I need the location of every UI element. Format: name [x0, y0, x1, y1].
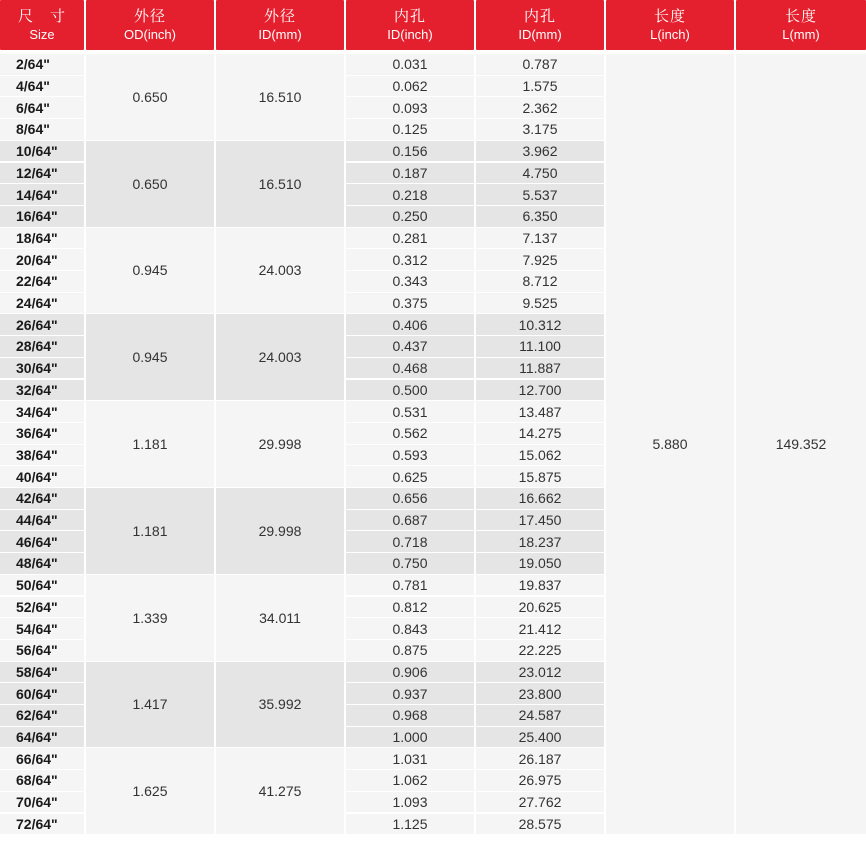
id-mm-cell: 5.537	[476, 184, 604, 205]
size-cell: 24/64"	[0, 293, 84, 314]
size-cell: 20/64"	[0, 249, 84, 270]
id-inch-cell: 0.531	[346, 401, 474, 422]
id-mm-cell: 7.137	[476, 228, 604, 249]
size-cell: 56/64"	[0, 640, 84, 661]
od-inch-cell: 1.181	[86, 401, 214, 487]
id-inch-cell: 0.906	[346, 662, 474, 683]
size-cell: 30/64"	[0, 358, 84, 379]
size-cell: 22/64"	[0, 271, 84, 292]
id-mm-cell: 15.875	[476, 466, 604, 487]
size-cell: 42/64"	[0, 488, 84, 509]
od-mm-cell: 24.003	[216, 314, 344, 400]
size-cell: 52/64"	[0, 597, 84, 618]
id-inch-cell: 0.281	[346, 228, 474, 249]
id-inch-cell: 0.437	[346, 336, 474, 357]
id-mm-cell: 10.312	[476, 314, 604, 335]
id-inch-cell: 0.125	[346, 119, 474, 140]
id-mm-cell: 17.450	[476, 510, 604, 531]
header-id-mm	[476, 0, 604, 50]
od-mm-cell: 41.275	[216, 748, 344, 834]
id-mm-cell: 18.237	[476, 531, 604, 552]
id-mm-cell: 21.412	[476, 618, 604, 639]
id-mm-cell: 2.362	[476, 97, 604, 118]
size-cell: 16/64"	[0, 206, 84, 227]
id-mm-cell: 9.525	[476, 293, 604, 314]
size-cell: 46/64"	[0, 531, 84, 552]
header-size	[0, 0, 84, 50]
od-mm-cell: 24.003	[216, 228, 344, 314]
id-inch-cell: 1.125	[346, 814, 474, 835]
od-inch-cell: 0.650	[86, 54, 214, 140]
header-length-mm	[736, 0, 866, 50]
header-label-cn: 长度	[784, 7, 817, 25]
id-mm-cell: 11.100	[476, 336, 604, 357]
size-cell: 8/64"	[0, 119, 84, 140]
id-inch-cell: 0.500	[346, 380, 474, 401]
id-inch-cell: 0.656	[346, 488, 474, 509]
id-mm-cell: 27.762	[476, 792, 604, 813]
header-od-inch	[86, 0, 214, 50]
id-mm-cell: 1.575	[476, 76, 604, 97]
size-cell: 10/64"	[0, 141, 84, 162]
id-inch-cell: 0.406	[346, 314, 474, 335]
header-od-mm	[216, 0, 344, 50]
size-cell: 18/64"	[0, 228, 84, 249]
id-inch-cell: 1.062	[346, 770, 474, 791]
size-cell: 68/64"	[0, 770, 84, 791]
size-cell: 66/64"	[0, 748, 84, 769]
header-label-cn: 尺 寸	[17, 7, 66, 25]
id-inch-cell: 1.000	[346, 727, 474, 748]
od-mm-cell: 16.510	[216, 54, 344, 140]
size-cell: 62/64"	[0, 705, 84, 726]
header-label-en: ID(mm)	[518, 26, 562, 42]
size-cell: 60/64"	[0, 683, 84, 704]
size-cell: 12/64"	[0, 163, 84, 184]
id-inch-cell: 0.562	[346, 423, 474, 444]
length-inch-cell: 5.880	[606, 54, 734, 834]
size-cell: 44/64"	[0, 510, 84, 531]
id-inch-cell: 0.812	[346, 597, 474, 618]
id-mm-cell: 26.187	[476, 748, 604, 769]
id-inch-cell: 1.031	[346, 748, 474, 769]
header-label-en: OD(inch)	[123, 26, 176, 42]
size-cell: 54/64"	[0, 618, 84, 639]
size-cell: 36/64"	[0, 423, 84, 444]
id-mm-cell: 8.712	[476, 271, 604, 292]
id-mm-cell: 4.750	[476, 163, 604, 184]
size-cell: 64/64"	[0, 727, 84, 748]
id-inch-cell: 0.187	[346, 163, 474, 184]
id-inch-cell: 0.468	[346, 358, 474, 379]
id-mm-cell: 25.400	[476, 727, 604, 748]
id-inch-cell: 0.968	[346, 705, 474, 726]
id-inch-cell: 0.031	[346, 54, 474, 75]
id-inch-cell: 0.687	[346, 510, 474, 531]
od-mm-cell: 34.011	[216, 575, 344, 661]
size-cell: 58/64"	[0, 662, 84, 683]
header-length-inch	[606, 0, 734, 50]
od-mm-cell: 16.510	[216, 141, 344, 227]
id-mm-cell: 28.575	[476, 814, 604, 835]
size-cell: 28/64"	[0, 336, 84, 357]
id-inch-cell: 0.937	[346, 683, 474, 704]
size-cell: 2/64"	[0, 54, 84, 75]
length-mm-cell: 149.352	[736, 54, 866, 834]
id-inch-cell: 0.750	[346, 553, 474, 574]
id-inch-cell: 0.375	[346, 293, 474, 314]
id-inch-cell: 0.343	[346, 271, 474, 292]
id-mm-cell: 14.275	[476, 423, 604, 444]
od-inch-cell: 1.181	[86, 488, 214, 574]
id-inch-cell: 0.093	[346, 97, 474, 118]
id-mm-cell: 20.625	[476, 597, 604, 618]
od-inch-cell: 0.650	[86, 141, 214, 227]
id-mm-cell: 11.887	[476, 358, 604, 379]
id-inch-cell: 0.781	[346, 575, 474, 596]
od-inch-cell: 1.417	[86, 662, 214, 748]
header-label-cn: 内孔	[393, 7, 426, 25]
header-label-cn: 内孔	[523, 7, 556, 25]
id-inch-cell: 1.093	[346, 792, 474, 813]
id-mm-cell: 23.800	[476, 683, 604, 704]
id-mm-cell: 22.225	[476, 640, 604, 661]
id-inch-cell: 0.843	[346, 618, 474, 639]
id-mm-cell: 24.587	[476, 705, 604, 726]
id-inch-cell: 0.875	[346, 640, 474, 661]
id-mm-cell: 0.787	[476, 54, 604, 75]
header-label-cn: 外径	[263, 7, 296, 25]
header-id-inch	[346, 0, 474, 50]
size-cell: 26/64"	[0, 314, 84, 335]
id-inch-cell: 0.062	[346, 76, 474, 97]
od-inch-cell: 1.625	[86, 748, 214, 834]
id-inch-cell: 0.718	[346, 531, 474, 552]
od-mm-cell: 35.992	[216, 662, 344, 748]
size-cell: 70/64"	[0, 792, 84, 813]
id-mm-cell: 3.175	[476, 119, 604, 140]
size-cell: 14/64"	[0, 184, 84, 205]
od-inch-cell: 0.945	[86, 314, 214, 400]
id-inch-cell: 0.250	[346, 206, 474, 227]
size-cell: 48/64"	[0, 553, 84, 574]
od-inch-cell: 0.945	[86, 228, 214, 314]
id-mm-cell: 19.837	[476, 575, 604, 596]
id-mm-cell: 3.962	[476, 141, 604, 162]
size-cell: 40/64"	[0, 466, 84, 487]
size-cell: 72/64"	[0, 814, 84, 835]
header-label-en: L(mm)	[782, 26, 820, 42]
id-inch-cell: 0.312	[346, 249, 474, 270]
od-inch-cell: 1.339	[86, 575, 214, 661]
id-mm-cell: 23.012	[476, 662, 604, 683]
size-cell: 32/64"	[0, 380, 84, 401]
od-mm-cell: 29.998	[216, 488, 344, 574]
size-cell: 50/64"	[0, 575, 84, 596]
id-mm-cell: 26.975	[476, 770, 604, 791]
header-label-en: L(inch)	[650, 26, 690, 42]
id-mm-cell: 7.925	[476, 249, 604, 270]
header-label-en: ID(mm)	[258, 26, 302, 42]
id-mm-cell: 15.062	[476, 445, 604, 466]
id-inch-cell: 0.593	[346, 445, 474, 466]
id-mm-cell: 13.487	[476, 401, 604, 422]
id-mm-cell: 19.050	[476, 553, 604, 574]
header-label-en: ID(inch)	[387, 26, 433, 42]
id-mm-cell: 16.662	[476, 488, 604, 509]
header-label-cn: 外径	[133, 7, 166, 25]
id-inch-cell: 0.218	[346, 184, 474, 205]
size-cell: 38/64"	[0, 445, 84, 466]
size-cell: 4/64"	[0, 76, 84, 97]
id-inch-cell: 0.625	[346, 466, 474, 487]
od-mm-cell: 29.998	[216, 401, 344, 487]
header-label-cn: 长度	[653, 7, 686, 25]
id-inch-cell: 0.156	[346, 141, 474, 162]
size-cell: 34/64"	[0, 401, 84, 422]
id-mm-cell: 6.350	[476, 206, 604, 227]
id-mm-cell: 12.700	[476, 380, 604, 401]
size-cell: 6/64"	[0, 97, 84, 118]
header-label-en: Size	[29, 26, 55, 42]
